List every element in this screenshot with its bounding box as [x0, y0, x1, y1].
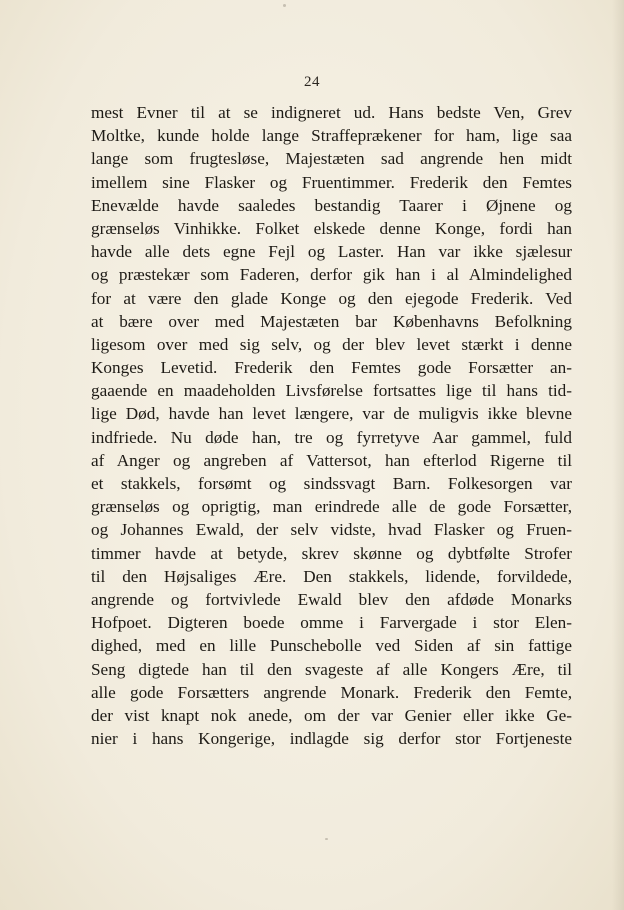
text-line: angrende og fortvivlede Ewald blev den afdøde Monarks: [91, 589, 572, 609]
text-line: grænseløs Vinhikke. Folket elskede denne Konge, fordi han: [91, 218, 572, 238]
text-line: Hofpoet. Digteren boede omme i Farvergade i stor Elen-: [91, 613, 572, 633]
text-line: lige Død, havde han levet længere, var de muligvis ikke blevne: [91, 404, 572, 424]
text-line: Seng digtede han til den svageste af alle Kongers Ære, til: [91, 659, 572, 679]
text-line: et stakkels, forsømt og sindssvagt Barn. Folkesorgen var: [91, 474, 572, 493]
paper-speck: [283, 4, 286, 7]
text-line: og Johannes Ewald, der selv vidste, hvad Flasker og Fruen-: [91, 520, 572, 540]
text-line: Moltke, kunde holde lange Straffeprækener for ham, lige saa: [91, 126, 572, 146]
text-line: indfriede. Nu døde han, tre og fyrretyve Aar gammel, fuld: [91, 427, 572, 447]
paper-speck: [325, 838, 328, 840]
text-line: imellem sine Flasker og Fruentimmer. Frederik den Femtes: [91, 172, 572, 192]
text-line: dighed, med en lille Punschebolle ved Siden af sin fattige: [91, 636, 572, 656]
text-line: Enevælde havde saaledes bestandig Taarer i Øjnene og: [91, 195, 572, 215]
text-line: mest Evner til at se indigneret ud. Hans bedste Ven, Grev: [91, 103, 572, 122]
text-line: at bære over med Majestæten bar Københavns Befolkning: [91, 311, 572, 331]
text-line: til den Højsaliges Ære. Den stakkels, lidende, forvildede,: [91, 566, 572, 586]
text-line: havde alle dets egne Fejl og Laster. Han var ikke sjælesur: [91, 242, 572, 262]
text-line: nier i hans Kongerige, indlagde sig derfor stor Fortjeneste: [91, 729, 572, 749]
text-line: timmer havde at betyde, skrev skønne og dybtfølte Strofer: [91, 543, 572, 563]
text-line: lange som frugtesløse, Majestæten sad angrende hen midt: [91, 149, 572, 169]
text-line: der vist knapt nok anede, om der var Genier eller ikke Ge-: [91, 705, 572, 725]
text-line: for at være den glade Konge og den ejegode Frederik. Ved: [91, 288, 572, 308]
text-line: alle gode Forsætters angrende Monark. Frederik den Femte,: [91, 682, 572, 702]
text-line: og præstekær som Faderen, derfor gik han i al Almindelighed: [91, 265, 572, 285]
text-line: grænseløs og oprigtig, man erindrede alle de gode Forsætter,: [91, 497, 572, 517]
page-number: 24: [304, 74, 320, 90]
page-edge-shadow: [612, 0, 624, 910]
text-line: gaaende en maadeholden Livsførelse fortsattes lige til hans tid-: [91, 381, 572, 401]
text-line: af Anger og angreben af Vattersot, han efterlod Rigerne til: [91, 450, 572, 470]
text-line: ligesom over med sig selv, og der blev levet stærkt i denne: [91, 334, 572, 354]
text-line: Konges Levetid. Frederik den Femtes gode Forsætter an-: [91, 358, 572, 378]
body-text: [91, 101, 572, 750]
